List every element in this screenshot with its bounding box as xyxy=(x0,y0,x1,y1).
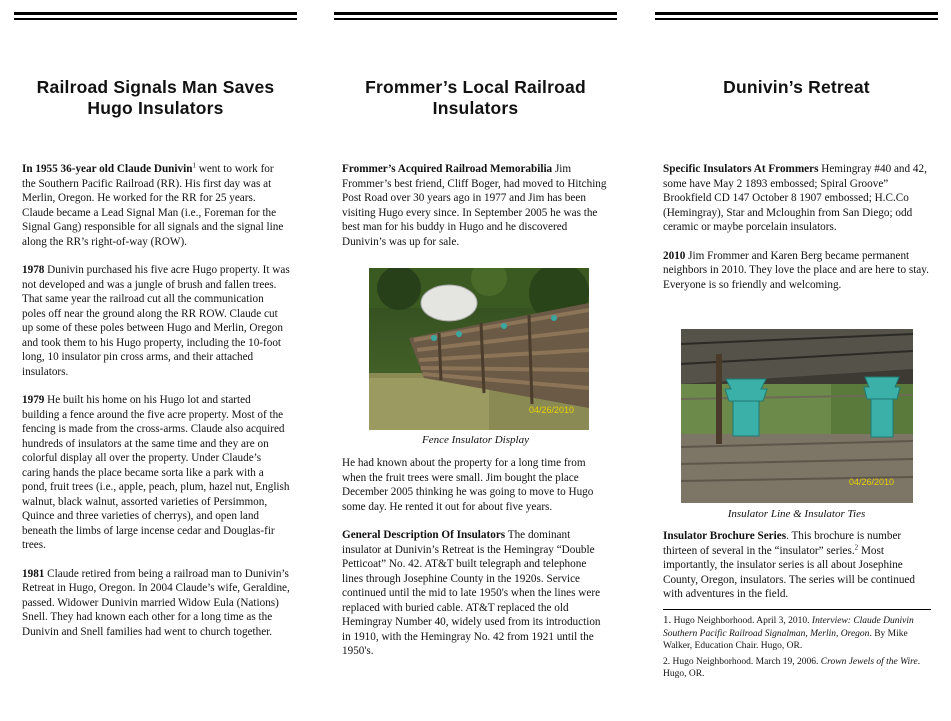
column3-paragraph-2010 xyxy=(663,249,931,293)
footnote-title: Interview: Claude Dunivin Southern Pacific Railroad Signalman, Merlin, Oregon xyxy=(663,616,914,639)
column3-body-top xyxy=(663,162,931,306)
column2-paragraph-property: He had known about the property for a long time from when the fruit trees were small. Jim bought the place December 2005 thinking he was going to move to Hugo some day. He rented it out for about five years. xyxy=(342,457,594,513)
footnote-text: . By Mike Walker, Education Chair. Hugo, OR. xyxy=(663,628,908,651)
paragraph-lead: 1978 xyxy=(22,264,45,276)
column1-paragraph-1979 xyxy=(22,393,290,553)
fence-photo-caption: Fence Insulator Display xyxy=(422,434,529,446)
insulator-photo-date-stamp: 04/26/2010 xyxy=(849,477,895,487)
column1-paragraph-1978 xyxy=(22,263,290,379)
column3-top-rule-thin xyxy=(655,18,938,20)
footnote-title: Crown Jewels of the Wire xyxy=(820,656,918,667)
footnote-text: 2. Hugo Neighborhood. March 19, 2006. xyxy=(663,656,821,667)
column3-title xyxy=(655,77,938,98)
footnote-ref: 2 xyxy=(854,542,859,551)
paragraph-lead: Frommer’s Acquired Railroad Memorabilia xyxy=(342,163,553,175)
column3-paragraph-specific xyxy=(663,162,931,235)
footnote-number: 1. xyxy=(663,614,672,626)
column1-title-line2: Hugo Insulators xyxy=(87,98,224,118)
paragraph-text: The dominant insulator at Dunivin’s Retreat is the Hemingray “Double Petticoat” No. 42. AT&T built telegraph and telephone lines through Josephine County in the 1920s. Service continued until the mid to late 1950's when the lines were replaced with buried cable. AT&T replaced the old Hemingray Number 40, widely used from its introduction in 1910, with the Hemingray No. 42 from 1921 until the 1950's. xyxy=(342,529,601,657)
column1-top-rule xyxy=(14,12,297,15)
paragraph-lead: In 1955 36-year old Claude Dunivin xyxy=(22,163,193,175)
column1-top-rule-thin xyxy=(14,18,297,20)
paragraph-text: went to work for the Southern Pacific Railroad (RR). His first day was at Merlin, Oregon. He worked for the RR for 25 years. Claude became a Lead Signal Man (i.e., Foreman for the Signal Gang) responsible for all signals and the signal line along the RR’s right-of-way (ROW). xyxy=(22,163,284,248)
column2-top-rule-thin xyxy=(334,18,617,20)
footnote-1 xyxy=(663,614,931,653)
insulator-photo-caption: Insulator Line & Insulator Ties xyxy=(727,508,866,520)
column1-body xyxy=(22,162,290,653)
column2-title-line2: Insulators xyxy=(432,98,519,118)
paragraph-lead: General Description Of Insulators xyxy=(342,529,506,541)
insulator-line-photo xyxy=(681,329,913,503)
column3-paragraph-series xyxy=(663,529,931,602)
column2-title-line1: Frommer’s Local Railroad xyxy=(365,77,586,97)
column2-paragraph-memorabilia xyxy=(342,162,610,249)
column1-title xyxy=(14,77,297,119)
column1-paragraph-1981 xyxy=(22,567,290,640)
column2-title xyxy=(334,77,617,119)
column3-top-rule xyxy=(655,12,938,15)
paragraph-lead: 2010 xyxy=(663,249,686,262)
fence-insulator-photo xyxy=(369,268,589,430)
footnote-text: . Hugo, OR. xyxy=(663,656,921,679)
paragraph-lead: 1979 xyxy=(22,394,45,406)
footnote-divider xyxy=(663,609,931,610)
paragraph-text: Hemingray #40 and 42, some have May 2 1893 embossed; Spiral Groove” Brookfield CD 147 October 8 1907 embossed; H.C.Co (Hemingray), Star and Mcloughin from San Diego; odd ceramic or maybe porcelain insulators. xyxy=(663,163,927,233)
paragraph-text: Jim Frommer and Karen Berg became permanent neighbors in 2010. They love the place and are here to stay. Everyone is so friendly and welcoming. xyxy=(663,249,929,291)
column3-title-line1: Dunivin’s Retreat xyxy=(723,77,870,97)
footnote-ref: 1 xyxy=(192,161,196,170)
column2-top-rule xyxy=(334,12,617,15)
footnote-text: Hugo Neighborhood. April 3, 2010. xyxy=(671,616,812,626)
paragraph-text: . This brochure is number thirteen of several in the “insulator” series. xyxy=(663,530,902,557)
paragraph-text: Dunivin purchased his five acre Hugo property. It was not developed and was a jungle of brush and fallen trees. That same year the railroad cut all the communication poles off near the ground along the RR ROW. Claude cut up some of these poles between Hugo and Merlin, Oregon and took them to his Hugo property, including the 10-foot long, 10 insulator pin cross arms, and their attached insulators. xyxy=(22,264,290,378)
column1-title-line1: Railroad Signals Man Saves xyxy=(36,77,275,97)
paragraph-lead: Insulator Brochure Series xyxy=(663,530,787,542)
column3-body-bottom xyxy=(663,529,931,616)
paragraph-text: Jim Frommer’s best friend, Cliff Boger, had moved to Hitching Post Road over 30 years ago in 1977 and Jim has been visiting Hugo every since. In September 2005 he was the best man for his buddy in Hugo and he discovered Dunivin’s was up for sale. xyxy=(342,163,607,248)
footnotes xyxy=(663,614,931,684)
paragraph-lead: Specific Insulators At Frommers xyxy=(663,163,819,175)
paragraph-text: Claude retired from being a railroad man to Dunivin’s Retreat in Hugo, Oregon. In 2004 Claude’s wife, Geraldine, passed. Widower Dunivin married Widow Eula (Nations) Snell. They had known each other for a long time as the Dunivin and Snell families had went to church together. xyxy=(22,567,290,638)
column2-body-bottom xyxy=(342,456,610,673)
paragraph-lead: 1981 xyxy=(22,567,45,580)
column2-paragraph-general xyxy=(342,528,610,659)
paragraph-text: He built his home on his Hugo lot and started building a fence around the five acre property. Most of the fencing is made from the cross-arms. Claude also acquired hundreds of insulators at the same time and they are on colorful display all over the property. Under Claude’s caring hands the place became sorta like a park with a pond, fruit trees (i.e., apple, peach, plum, hazel nut, English walnut, black walnut, assorted varieties of Persimmon, Quince and three varieties of cherrys), and open land beneath the limbs of large incense cedar and Douglas-fir trees. xyxy=(22,394,290,551)
footnote-2 xyxy=(663,656,931,681)
fence-photo-date-stamp: 04/26/2010 xyxy=(529,405,575,415)
column1-paragraph-1955 xyxy=(22,162,290,249)
column2-body-top xyxy=(342,162,610,263)
paragraph-text: Most importantly, the insulator series is all about Josephine County, Oregon, insulators. The series will be continued with adventures in the field. xyxy=(663,544,915,600)
